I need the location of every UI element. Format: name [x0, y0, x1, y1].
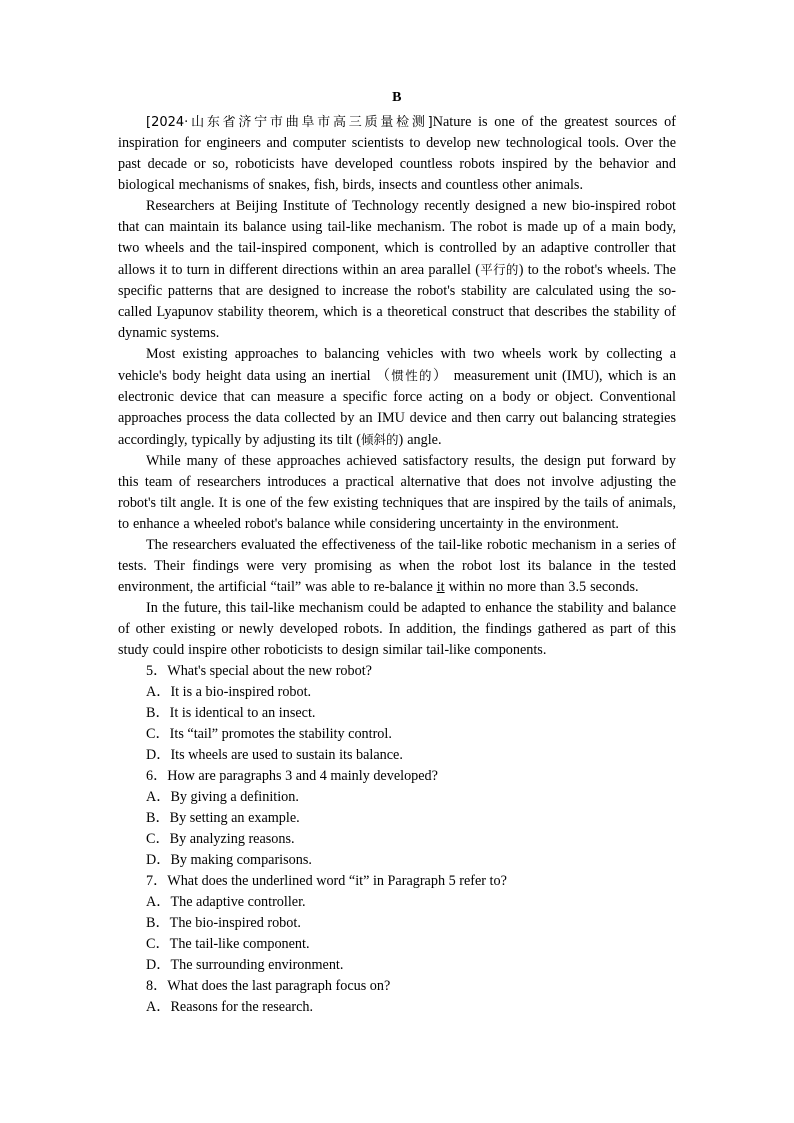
- option-marker: A．: [146, 789, 171, 805]
- question-6-number: 6．: [146, 768, 168, 784]
- paragraph-3: [118, 344, 676, 451]
- question-5: [118, 661, 676, 682]
- option-marker: B．: [146, 810, 170, 826]
- question-7-option-a[interactable]: [118, 892, 676, 913]
- paragraph-2: [118, 196, 676, 344]
- option-text: The surrounding environment.: [170, 957, 344, 973]
- option-text: Its wheels are used to sustain its balance.: [170, 747, 403, 763]
- option-text: Its “tail” promotes the stability control.: [169, 726, 392, 742]
- option-marker: B．: [146, 915, 170, 931]
- option-text: Reasons for the research.: [170, 999, 314, 1015]
- question-6-option-b[interactable]: [118, 808, 676, 829]
- option-marker: A．: [146, 894, 171, 910]
- question-6-prompt: How are paragraphs 3 and 4 mainly developed?: [167, 768, 438, 784]
- page-content: [118, 88, 676, 1018]
- option-text: The bio-inspired robot.: [169, 915, 301, 931]
- option-text: It is identical to an insect.: [169, 705, 316, 721]
- question-5-option-d[interactable]: [118, 745, 676, 766]
- questions-list: [118, 661, 676, 1018]
- paragraph-5-text-part1: The researchers evaluated the effectiveness of the tail-like robotic mechanism in a series of tests. Their findings were very promising as when the robot lost its balance in the tested environment, the artificial “tail” was able to re-balance: [118, 537, 676, 595]
- question-7: [118, 871, 676, 892]
- paragraph-3-text-part3: ) angle.: [398, 432, 442, 448]
- question-7-option-b[interactable]: [118, 913, 676, 934]
- question-6-option-d[interactable]: [118, 850, 676, 871]
- question-6-option-c[interactable]: [118, 829, 676, 850]
- paragraph-2-text-part2: ) to the robot's wheels. The specific patterns that are designed to increase the robot's stability are calculated using the so-called Lyapunov stability theorem, which is a theoretical construct that describes the stability of dynamic systems.: [118, 262, 676, 341]
- option-marker: C．: [146, 831, 170, 847]
- question-6-option-a[interactable]: [118, 787, 676, 808]
- question-8-option-a[interactable]: [118, 997, 676, 1018]
- question-7-option-d[interactable]: [118, 955, 676, 976]
- paragraph-2-text-part1: Researchers at Beijing Institute of Technology recently designed a new bio-inspired robot that can maintain its balance using tail-like mechanism. The robot is made up of a main body, two wheels and the tail-inspired component, which is controlled by an adaptive controller that allows it to turn in different directions within an area parallel (: [118, 198, 676, 278]
- option-marker: D．: [146, 747, 171, 763]
- paragraph-3-text-part1: Most existing approaches to balancing vehicles with two wheels work by collecting a vehicle's body height data using an inertial （: [118, 346, 676, 384]
- paragraph-3-text-part2: ） measurement unit (IMU), which is an electronic device that can measure a specific force acting on a body or object. Conventional approaches process the data collected by an IMU device and then carry out balancing strategies accordingly, typically by adjusting its tilt (: [118, 368, 676, 448]
- question-7-number: 7．: [146, 873, 168, 889]
- option-marker: A．: [146, 684, 171, 700]
- question-5-number: 5．: [146, 663, 168, 679]
- option-text: By analyzing reasons.: [169, 831, 295, 847]
- paragraph-4: While many of these approaches achieved satisfactory results, the design put forward by this team of researchers introduces a practical alternative that does not involve adjusting the robot's tilt angle. It is one of the few existing techniques that are inspired by the tails of animals, to enhance a wheeled robot's balance while considering uncertainty in the environment.: [118, 453, 676, 532]
- question-8-prompt: What does the last paragraph focus on?: [167, 978, 391, 994]
- paragraph-1-text: Nature is one of the greatest sources of inspiration for engineers and computer scientists to develop new technological tools. Over the past decade or so, roboticists have developed countless robots inspired by the behavior and biological mechanisms of snakes, fish, birds, insects and countless other animals.: [118, 114, 676, 193]
- gloss-parallel: 平行的: [479, 262, 519, 277]
- gloss-inertial: 惯性的: [391, 368, 433, 383]
- option-marker: C．: [146, 936, 170, 952]
- paragraph-1: [118, 112, 676, 196]
- question-7-prompt: What does the underlined word “it” in Paragraph 5 refer to?: [167, 873, 507, 889]
- question-5-option-c[interactable]: [118, 724, 676, 745]
- underlined-word-it: it: [436, 579, 445, 595]
- option-text: The tail-like component.: [169, 936, 310, 952]
- option-marker: D．: [146, 957, 171, 973]
- question-5-option-a[interactable]: [118, 682, 676, 703]
- section-heading: B: [392, 90, 402, 105]
- question-7-option-c[interactable]: [118, 934, 676, 955]
- question-5-option-b[interactable]: [118, 703, 676, 724]
- option-text: It is a bio-inspired robot.: [170, 684, 312, 700]
- question-8: [118, 976, 676, 997]
- option-text: By giving a definition.: [170, 789, 299, 805]
- paragraph-5-text-part2: within no more than 3.5 seconds.: [444, 579, 639, 595]
- question-8-number: 8．: [146, 978, 168, 994]
- question-6: [118, 766, 676, 787]
- gloss-tilt: 倾斜的: [361, 432, 399, 447]
- source-tag: [2024·山东省济宁市曲阜市高三质量检测]: [146, 115, 433, 130]
- option-text: By making comparisons.: [170, 852, 312, 868]
- option-text: By setting an example.: [169, 810, 300, 826]
- question-5-prompt: What's special about the new robot?: [167, 663, 372, 679]
- option-marker: C．: [146, 726, 170, 742]
- paragraph-5: [118, 535, 676, 598]
- option-marker: B．: [146, 705, 170, 721]
- option-marker: D．: [146, 852, 171, 868]
- option-text: The adaptive controller.: [170, 894, 306, 910]
- paragraph-6: In the future, this tail-like mechanism could be adapted to enhance the stability and balance of other existing or newly developed robots. In addition, the findings gathered as part of this study could inspire other roboticists to design similar tail-like components.: [118, 600, 676, 658]
- option-marker: A．: [146, 999, 171, 1015]
